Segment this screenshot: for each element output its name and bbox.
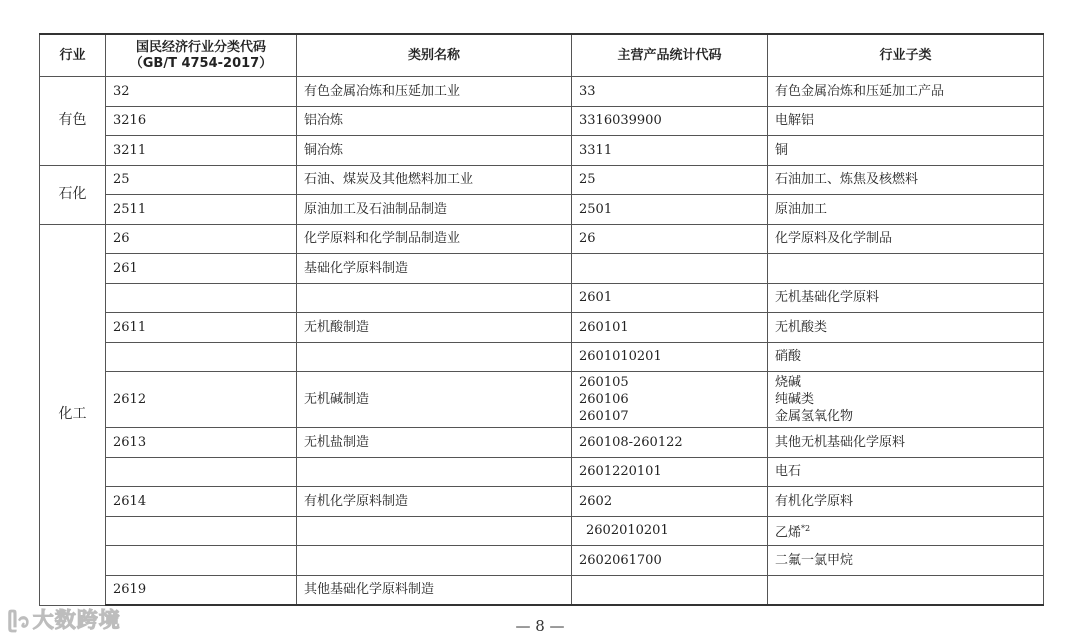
gb-code-cell: 2611 (106, 313, 297, 343)
category-name-cell (297, 516, 572, 546)
header-sub-category: 行业子类 (768, 34, 1044, 77)
gb-code-cell: 3211 (106, 136, 297, 166)
sub-category-cell (768, 372, 1044, 428)
table-row (40, 254, 1044, 284)
product-code-cell (572, 254, 768, 284)
category-name-cell: 铝冶炼 (297, 106, 572, 136)
sub-category-cell: 无机酸类 (768, 313, 1044, 343)
table-row (40, 106, 1044, 136)
gb-code-cell: 261 (106, 254, 297, 284)
category-name-cell: 其他基础化学原料制造 (297, 575, 572, 605)
category-name-cell: 有色金属冶炼和压延加工业 (297, 77, 572, 107)
gb-code-cell: 2619 (106, 575, 297, 605)
product-code-cell: 2601010201 (572, 342, 768, 372)
header-gb-code-line1: 国民经济行业分类代码 (135, 39, 266, 55)
table-row (40, 283, 1044, 313)
sub-category-cell: 硝酸 (768, 342, 1044, 372)
product-code-cell: 25 (572, 165, 768, 195)
product-code-line: 260107 (579, 409, 629, 424)
industry-cell-petrochem: 石化 (40, 165, 106, 224)
gb-code-cell: 2613 (106, 428, 297, 458)
category-name-cell: 石油、煤炭及其他燃料加工业 (297, 165, 572, 195)
gb-code-cell: 2614 (106, 487, 297, 517)
product-code-cell: 260108-260122 (572, 428, 768, 458)
watermark-text: 大数跨境 (32, 608, 121, 632)
sub-category-cell: 铜 (768, 136, 1044, 166)
table-row (40, 575, 1044, 605)
product-code-cell: 2602 (572, 487, 768, 517)
gb-code-cell: 32 (106, 77, 297, 107)
product-code-cell (572, 372, 768, 428)
product-code-cell: 2601220101 (572, 457, 768, 487)
watermark-logo-icon: ᥫ᭡ (8, 611, 31, 632)
sub-category-cell: 电石 (768, 457, 1044, 487)
table-row (40, 224, 1044, 254)
product-code-cell: 2602010201 (572, 516, 768, 546)
gb-code-cell (106, 342, 297, 372)
table-row (40, 136, 1044, 166)
product-code-cell: 2501 (572, 195, 768, 225)
category-name-cell: 无机盐制造 (297, 428, 572, 458)
table-row (40, 457, 1044, 487)
sub-category-line: 烧碱 (775, 375, 802, 390)
sub-category-cell: 二氟一氯甲烷 (768, 546, 1044, 576)
category-name-cell: 无机酸制造 (297, 313, 572, 343)
category-name-cell: 无机碱制造 (297, 372, 572, 428)
sub-category-cell: 无机基础化学原料 (768, 283, 1044, 313)
industry-cell-nonferrous: 有色 (40, 77, 106, 166)
table-row (40, 165, 1044, 195)
header-category-name: 类别名称 (297, 34, 572, 77)
category-name-cell (297, 342, 572, 372)
category-name-cell: 铜冶炼 (297, 136, 572, 166)
gb-code-cell (106, 546, 297, 576)
table-row (40, 342, 1044, 372)
sub-category-cell (768, 575, 1044, 605)
footnote-marker: *2 (801, 524, 811, 534)
product-code-cell: 2602061700 (572, 546, 768, 576)
category-name-cell: 化学原料和化学制品制造业 (297, 224, 572, 254)
product-code-cell: 33 (572, 77, 768, 107)
gb-code-cell (106, 516, 297, 546)
product-code-cell: 2601 (572, 283, 768, 313)
category-name-cell: 有机化学原料制造 (297, 487, 572, 517)
category-name-cell (297, 283, 572, 313)
sub-category-line: 金属氢氧化物 (775, 409, 854, 424)
table-header-row (40, 34, 1044, 77)
page-number: — 8 — (515, 617, 565, 635)
product-code-line: 260106 (579, 392, 629, 407)
sub-category-cell: 其他无机基础化学原料 (768, 428, 1044, 458)
sub-category-cell (768, 254, 1044, 284)
sub-category-cell: 有机化学原料 (768, 487, 1044, 517)
gb-code-cell: 2612 (106, 372, 297, 428)
header-gb-code (106, 34, 297, 77)
gb-code-cell (106, 457, 297, 487)
gb-code-cell (106, 283, 297, 313)
category-name-cell (297, 546, 572, 576)
sub-category-cell: 原油加工 (768, 195, 1044, 225)
gb-code-cell: 25 (106, 165, 297, 195)
table-row (40, 195, 1044, 225)
table-row (40, 516, 1044, 546)
gb-code-cell: 2511 (106, 195, 297, 225)
category-name-cell (297, 457, 572, 487)
sub-category-cell (768, 516, 1044, 546)
gb-code-cell: 26 (106, 224, 297, 254)
table-row (40, 372, 1044, 428)
category-name-cell: 原油加工及石油制品制造 (297, 195, 572, 225)
table-row (40, 313, 1044, 343)
industry-cell-chemical: 化工 (40, 224, 106, 605)
sub-category-cell: 石油加工、炼焦及核燃料 (768, 165, 1044, 195)
product-code-cell: 260101 (572, 313, 768, 343)
table-row (40, 77, 1044, 107)
sub-category-cell: 化学原料及化学制品 (768, 224, 1044, 254)
gb-code-cell: 3216 (106, 106, 297, 136)
product-code-cell (572, 575, 768, 605)
header-gb-code-line2: （GB/T 4754-2017） (129, 55, 273, 71)
product-code-line: 260105 (579, 375, 629, 390)
product-code-cell: 26 (572, 224, 768, 254)
table-row (40, 487, 1044, 517)
table-row (40, 428, 1044, 458)
header-product-code: 主营产品统计代码 (572, 34, 768, 77)
sub-category-cell: 有色金属冶炼和压延加工产品 (768, 77, 1044, 107)
sub-category-cell: 电解铝 (768, 106, 1044, 136)
table-row (40, 546, 1044, 576)
sub-category-line: 纯碱类 (775, 392, 815, 407)
header-industry: 行业 (40, 34, 106, 77)
sub-category-text: 乙烯 (775, 525, 802, 541)
product-code-cell: 3311 (572, 136, 768, 166)
category-name-cell: 基础化学原料制造 (297, 254, 572, 284)
product-code-cell: 3316039900 (572, 106, 768, 136)
industry-classification-table (39, 33, 1044, 606)
